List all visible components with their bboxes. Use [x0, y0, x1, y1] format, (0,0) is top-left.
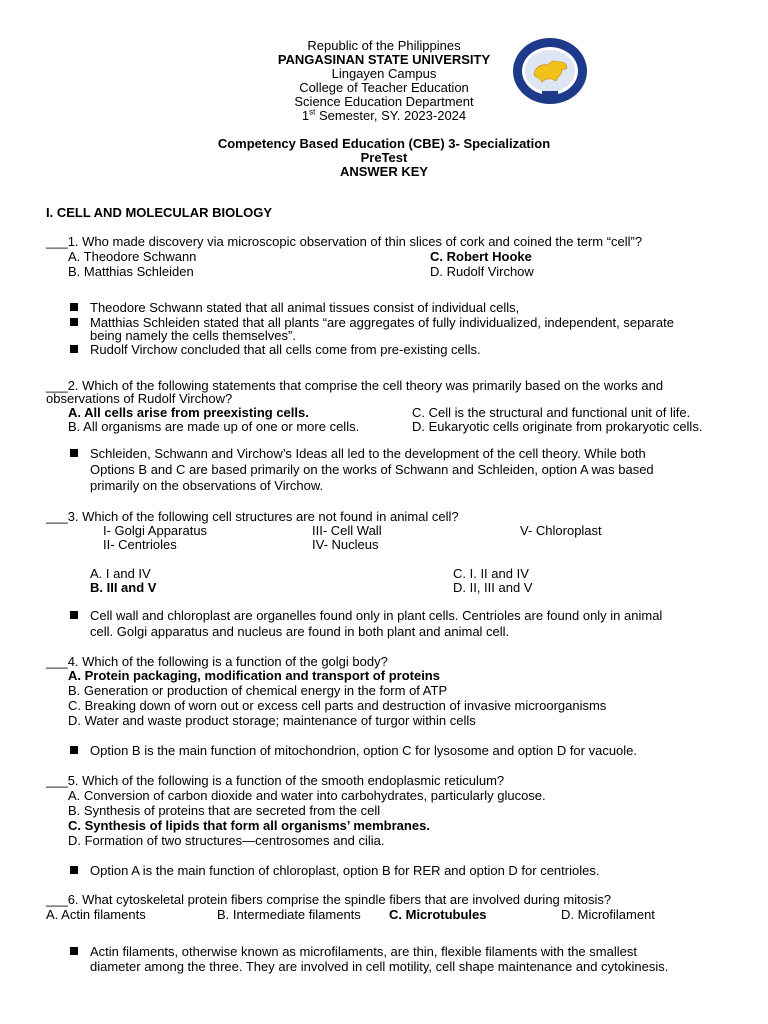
q1-option-a: A. Theodore Schwann: [68, 249, 197, 264]
q6-option-c-answer: C. Microtubules: [389, 907, 487, 922]
q2-note-3: primarily on the observations of Virchow.: [90, 478, 324, 493]
q1-option-d: D. Rudolf Virchow: [430, 264, 534, 279]
q1-note-2: Matthias Schleiden stated that all plants “are aggregates of fully individualized, independent, separate: [90, 315, 674, 330]
q1-note-3: Rudolf Virchow concluded that all cells come from pre-existing cells.: [90, 342, 481, 357]
q2-note-2: Options B and C are based primarily on the works of Schwann and Schleiden, option A was based: [90, 462, 654, 477]
q5-note: Option A is the main function of chloroplast, option B for RER and option D for centrioles.: [90, 863, 600, 878]
q1-note-1: Theodore Schwann stated that all animal tissues consist of individual cells,: [90, 300, 520, 315]
q4-stem: ___4. Which of the following is a function of the golgi body?: [46, 654, 388, 669]
q5-option-b: B. Synthesis of proteins that are secreted from the cell: [68, 803, 381, 818]
q4-option-c: C. Breaking down of worn out or excess cell parts and destruction of invasive microorganisms: [68, 698, 607, 713]
q3-note-2: cell. Golgi apparatus and nucleus are found in both plant and animal cell.: [90, 624, 510, 639]
bullet-icon: [70, 947, 78, 955]
bullet-icon: [70, 866, 78, 874]
q2-option-a-answer: A. All cells arise from preexisting cells.: [68, 405, 309, 420]
header-college: College of Teacher Education: [299, 80, 469, 95]
q1-option-c-answer: C. Robert Hooke: [430, 249, 532, 264]
q3-option-b-answer: B. III and V: [90, 580, 157, 595]
q3-note-1: Cell wall and chloroplast are organelles found only in plant cells. Centrioles are found only in animal: [90, 608, 663, 623]
q4-option-d: D. Water and waste product storage; maintenance of turgor within cells: [68, 713, 476, 728]
bullet-icon: [70, 746, 78, 754]
header-university: PANGASINAN STATE UNIVERSITY: [277, 52, 491, 67]
q6-stem: ___6. What cytoskeletal protein fibers comprise the spindle fibers that are involved during mitosis?: [46, 892, 612, 907]
bullet-icon: [70, 345, 78, 353]
q5-option-a: A. Conversion of carbon dioxide and water into carbohydrates, particularly glucose.: [68, 788, 546, 803]
q4-option-b: B. Generation or production of chemical energy in the form of ATP: [68, 683, 448, 698]
q5-option-d: D. Formation of two structures—centrosomes and cilia.: [68, 833, 385, 848]
q3-option-a: A. I and IV: [90, 566, 151, 581]
q3-stem: ___3. Which of the following cell structures are not found in animal cell?: [46, 509, 459, 524]
q6-note-2: diameter among the three. They are involved in cell motility, cell shape maintenance and cytokinesis.: [90, 959, 669, 974]
q2-note-1: Schleiden, Schwann and Virchow’s Ideas all led to the development of the cell theory. While both: [90, 446, 646, 461]
test-subtitle: PreTest: [360, 150, 408, 165]
q6-option-a: A. Actin filaments: [46, 907, 146, 922]
bullet-icon: [70, 303, 78, 311]
q3-item-v: V- Chloroplast: [520, 523, 602, 538]
q1-note-2-cont: being namely the cells themselves”.: [90, 328, 296, 343]
q3-item-iii: III- Cell Wall: [312, 523, 382, 538]
q4-note: Option B is the main function of mitochondrion, option C for lysosome and option D for vacuole.: [90, 743, 638, 758]
test-title: Competency Based Education (CBE) 3- Specialization: [217, 136, 551, 151]
q6-option-b: B. Intermediate filaments: [217, 907, 361, 922]
bullet-icon: [70, 611, 78, 619]
q1-stem: ___1. Who made discovery via microscopic observation of thin slices of cork and coined the term “cell”?: [46, 234, 643, 249]
q3-item-ii: II- Centrioles: [103, 537, 177, 552]
bullet-icon: [70, 449, 78, 457]
section-heading: I. CELL AND MOLECULAR BIOLOGY: [46, 205, 273, 220]
bullet-icon: [70, 318, 78, 326]
q1-option-b: B. Matthias Schleiden: [68, 264, 194, 279]
q6-note-1: Actin filaments, otherwise known as microfilaments, are thin, flexible filaments with the smallest: [90, 944, 637, 959]
q3-item-i: I- Golgi Apparatus: [103, 523, 208, 538]
q2-option-b: B. All organisms are made up of one or more cells.: [68, 419, 360, 434]
answer-key-label: ANSWER KEY: [339, 164, 429, 179]
q6-option-d: D. Microfilament: [561, 907, 655, 922]
header-department: Science Education Department: [294, 94, 474, 109]
header-semester: 1st Semester, SY. 2023-2024: [301, 107, 467, 123]
q2-option-c: C. Cell is the structural and functional unit of life.: [412, 405, 691, 420]
university-seal-logo: [512, 37, 588, 105]
q2-stem: ___2. Which of the following statements that comprise the cell theory was primarily based on the works and: [46, 378, 664, 393]
q3-option-c: C. I. II and IV: [453, 566, 529, 581]
q5-stem: ___5. Which of the following is a function of the smooth endoplasmic reticulum?: [46, 773, 505, 788]
q3-item-iv: IV- Nucleus: [312, 537, 379, 552]
q2-stem-cont: observations of Rudolf Virchow?: [46, 391, 233, 406]
q4-option-a-answer: A. Protein packaging, modification and transport of proteins: [68, 668, 440, 683]
header-republic: Republic of the Philippines: [307, 38, 461, 53]
q3-option-d: D. II, III and V: [453, 580, 533, 595]
q5-option-c-answer: C. Synthesis of lipids that form all organisms’ membranes.: [68, 818, 430, 833]
q2-option-d: D. Eukaryotic cells originate from prokaryotic cells.: [412, 419, 703, 434]
header-campus: Lingayen Campus: [331, 66, 437, 81]
